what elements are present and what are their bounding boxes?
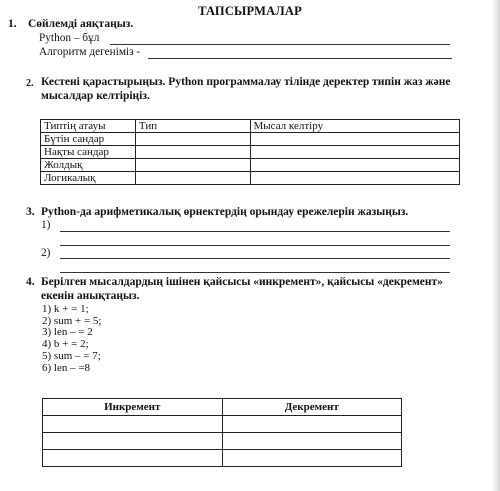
q4-example-list (42, 304, 101, 374)
q3-item2-extra-line[interactable] (60, 272, 450, 273)
table-row (41, 159, 460, 172)
row-label: Бүтін сандар (41, 133, 136, 146)
example-cell[interactable] (250, 146, 459, 159)
q3-item1-answer-line[interactable] (60, 231, 450, 232)
type-cell[interactable] (135, 133, 250, 146)
q2-text (41, 76, 481, 103)
increment-cell[interactable] (43, 450, 223, 467)
increment-cell[interactable] (43, 416, 223, 433)
row-label: Жолдық (41, 159, 136, 172)
q3-text: Python-да арифметикалық өрнектердің орындау ережелерін жазыңыз. (41, 206, 409, 218)
table-row (43, 450, 402, 467)
q1-line2-answer[interactable] (148, 58, 452, 59)
page-edge-shadow (492, 0, 500, 491)
list-item: 2) sum + = 5; (42, 314, 102, 327)
q3-item2-label: 2) (41, 247, 51, 259)
row-label: Логикалық (41, 172, 136, 185)
example-cell[interactable] (250, 172, 459, 185)
decrement-cell[interactable] (222, 416, 402, 433)
list-item: 5) sum – = 7; (42, 349, 101, 362)
header-example: Мысал келтіру (250, 120, 459, 133)
decrement-cell[interactable] (222, 433, 402, 450)
q4-text-line1: Берілген мысалдардың ішінен қайсысы «инкремент», қайсысы «декремент» (41, 276, 443, 288)
table-header-row (43, 399, 402, 416)
header-type: Тип (135, 120, 250, 133)
page-title: ТАПСЫРМАЛАР (198, 4, 302, 18)
table-row (41, 146, 460, 159)
q2-text-line1: Кестені қарастырыңыз. Python программалау тілінде деректер типін жаз және (41, 76, 451, 88)
header-type-name: Типтің атауы (41, 120, 136, 133)
table-header-row (41, 120, 460, 133)
table-row (43, 416, 402, 433)
list-item: 3) len – = 2 (42, 326, 93, 339)
decrement-cell[interactable] (222, 450, 402, 467)
list-item: 1) k + = 1; (42, 303, 89, 315)
example-cell[interactable] (250, 159, 459, 172)
q3-number: 3. (26, 206, 35, 218)
increment-cell[interactable] (43, 433, 223, 450)
q4-number: 4. (26, 276, 35, 288)
q3-item2-answer-line[interactable] (60, 258, 450, 259)
table-row (43, 433, 402, 450)
table-row (41, 172, 460, 185)
q1-line2-label: Алгоритм дегеніміз - (39, 46, 141, 58)
type-cell[interactable] (135, 159, 250, 172)
q2-text-line2: мысалдар келтіріңіз. (41, 89, 150, 102)
q4-text (41, 276, 481, 303)
q1-line1-answer[interactable] (110, 44, 450, 45)
row-label: Нақты сандар (41, 146, 136, 159)
q1-text: Сөйлемді аяқтаңыз. (28, 18, 134, 30)
list-item: 6) len – =8 (42, 361, 91, 374)
q1-line1-label: Python – бұл (39, 32, 100, 44)
q2-number: 2. (26, 78, 34, 89)
type-cell[interactable] (135, 146, 250, 159)
q3-item1-extra-line[interactable] (60, 245, 450, 246)
data-types-table (40, 119, 460, 185)
type-cell[interactable] (135, 172, 250, 185)
example-cell[interactable] (250, 133, 459, 146)
q1-number: 1. (8, 18, 17, 30)
header-decrement: Декремент (222, 399, 402, 416)
q3-item1-label: 1) (41, 219, 51, 231)
q4-text-line2: екенін анықтаңыз. (41, 289, 140, 302)
increment-decrement-table (42, 398, 402, 467)
header-increment: Инкремент (43, 399, 223, 416)
table-row (41, 133, 460, 146)
list-item: 4) b + = 2; (42, 338, 89, 351)
